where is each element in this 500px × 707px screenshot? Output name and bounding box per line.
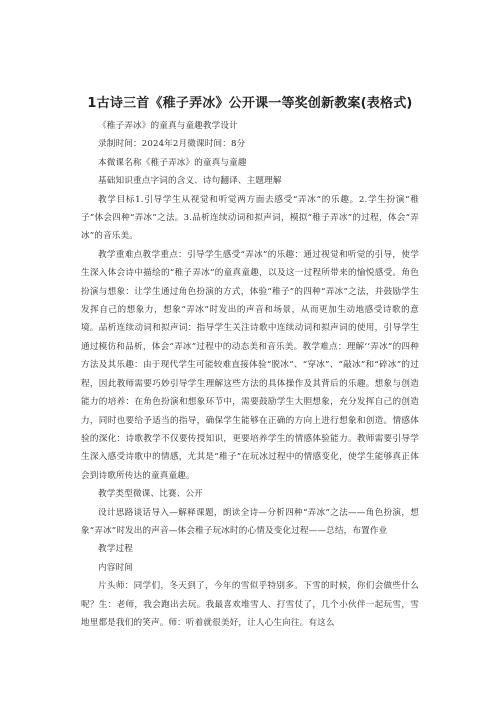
document-title: 1古诗三首《稚子弄冰》公开课一等奖创新教案(表格式) (87, 96, 413, 111)
paragraph-teaching-type: 教学类型微课、比赛、公开 (98, 489, 203, 500)
paragraph-intro: 片头师：同学们，冬天到了，今年的雪似乎特别多。下雪的时候，你们会做些什么呢？生：老师，我会跑出去玩。我最喜欢堆雪人、打雪仗了，几个小伙伴一起玩雪，雪地里都是我们的笑声。师：听着就很美好，让人心生向往。有这么 (81, 581, 419, 628)
paragraph-course-name: 本微课名称《稚子弄冰》的童真与童趣 (98, 157, 247, 168)
paragraph-design-title: 《稚子弄冰》的童真与童趣教学设计 (98, 121, 238, 131)
paragraph-teaching-process: 教学过程 (98, 544, 133, 555)
paragraph-design-idea: 设计思路谈话导入—解释课题，朗读全诗—分析四种“弄冰”之法——角色扮演，想象“弄冰”时发出的声音—体会稚子玩冰时的心情及变化过程——总结，布置作业 (81, 507, 419, 536)
document-body (81, 117, 419, 632)
paragraph-basic-knowledge: 基础知识重点字词的含义、诗句翻译、主题理解 (98, 176, 282, 187)
paragraph-key-difficulties: 教学重难点教学重点：引导学生感受“弄冰”的乐趣：通过视觉和听觉的引导，使学生深入体会诗中描绘的“稚子弄冰”的童真童趣，以及这一过程所带来的愉悦感受。角色扮演与想象：让学生通过角色扮演的方式，体验“稚子”的四种“弄冰”之法，并鼓励学生发挥自己的想象力，想象“弄冰”时发出的声音和场景，从而更加生动地感受诗歌的意境。品析连续动词和拟声词：指导学生关注诗歌中连续动词和拟声词的使用，引导学生通过模仿和品析，体会“弄冰”过程中的动态美和音乐美。教学难点：理解‘‘弄冰”的四种方法及其乐趣：由于现代学生可能较难直接体验“脱冰”、“穿冰”、“敲冰”和“碎冰”的过程，因此教师需要巧妙引导学生理解这些方法的具体操作及其背后的乐趣。想象与创造能力的培养：在角色扮演和想象环节中，需要鼓励学生大胆想象，充分发挥自己的创造力，同时也要给予适当的指导，确保学生能够在正确的方向上进行想象和创造。情感体验的深化：诗歌教学不仅要传授知识，更要培养学生的情感体验能力。教师需要引导学生深入感受诗歌中的情感，尤其是“稚子”在玩冰过程中的情感变化，使学生能够真正体会到诗歌所传达的童真童趣。 (81, 249, 419, 481)
paragraph-teaching-goals: 教学目标1.引导学生从视觉和听觉两方面去感受“弄冰”的乐趣。2.学生扮演“稚子”体会四种“弄冰”之法。3.品析连续动词和拟声词，模拟“稚子弄冰”的过程，体会“弄冰”的音乐美。 (81, 194, 419, 242)
paragraph-content-time: 内容时间 (98, 562, 133, 573)
paragraph-record-time: 录制时间：2024年2月微课时间：8分 (98, 139, 246, 150)
